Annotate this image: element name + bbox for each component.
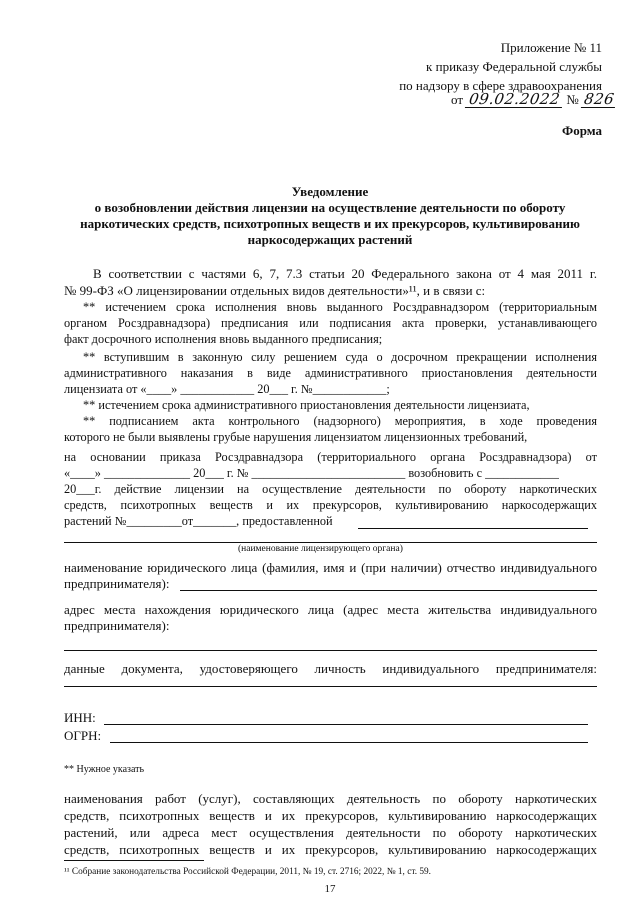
paragraph-line: ** истечением срока административного приостановления деятельности лицензиата, [83,398,530,412]
document-heading: Уведомление [291,184,369,199]
paragraph-line: средств, психотропных веществ и их прекурсоров, культивированию наркосодержащих [64,498,597,512]
paragraph-line: средств, психотропных веществ и их прекурсоров, культивированию наркосодержащих [64,842,597,857]
paragraph-line: на основании приказа Росздравнадзора (территориального органа Росздравнадзора) от [64,450,597,464]
ogrn-label: ОГРН: [64,728,102,743]
inn-input-line[interactable] [104,724,588,725]
paragraph-line: В соответствии с частями 6, 7, 7.3 статьи 20 Федерального закона от 4 мая 2011 г. [93,266,597,281]
handwritten-number: 826 [582,90,616,108]
footnote-divider [64,860,204,861]
caption-org: (наименование лицензирующего органа) [238,544,403,554]
form-label: Форма [562,123,602,138]
id-doc-fill-line[interactable] [64,686,597,687]
paragraph-line: предпринимателя): [64,576,170,591]
paragraph-line: факт досрочного исполнения вновь выданного предписания; [64,332,383,346]
date-prefix: от [451,92,464,107]
paragraph-line: органом Росздравнадзора) предписания или подписания акта проверки, устанавливающего [64,316,597,330]
inn-label: ИНН: [64,710,96,725]
note-text: ** Нужное указать [64,764,145,775]
address-fill-line[interactable] [64,650,597,651]
number-prefix: № [566,92,579,107]
title-line-4: наркосодержащих растений [247,232,413,247]
paragraph-line: «____» ______________ 20___ г. № _________________________ возобновить с ____________ [64,466,559,480]
paragraph-line: средств, психотропных веществ и их прекурсоров, культивированию наркосодержащих [64,808,597,823]
paragraph-line: растений, или адреса мест осуществления деятельности по обороту наркотических [64,825,597,840]
appendix-label: Приложение № 11 [500,40,602,55]
org-fill-line[interactable] [358,528,588,529]
paragraph-line: лицензиата от «____» ____________ 20___ г. №____________; [64,382,390,396]
paragraph-line: ** подписанием акта контрольного (надзорного) мероприятия, в ходе проведения [83,414,597,428]
paragraph-line: наименование юридического лица (фамилия, имя и (при наличии) отчество индивидуального [64,560,597,575]
org-fill-line-2[interactable] [64,542,597,543]
order-label: к приказу Федеральной службы [426,59,602,74]
service-label: по надзору в сфере здравоохранения [399,78,602,93]
paragraph-line: адрес места нахождения юридического лица (адрес места жительства индивидуального [64,602,597,617]
title-line-2: о возобновлении действия лицензии на осуществление деятельности по обороту [94,200,566,215]
paragraph-line: наименования работ (услуг), составляющих деятельность по обороту наркотических [64,791,597,806]
ogrn-input-line[interactable] [110,742,588,743]
footnote-text: ¹¹ Собрание законодательства Российской Федерации, 2011, № 19, ст. 2716; 2022, № 1, ст. 59. [64,867,431,877]
paragraph-line: данные документа, удостоверяющего личность индивидуального предпринимателя: [64,661,597,676]
paragraph-line: растений №_________от_______, предоставленной [64,514,333,528]
paragraph-line: ** вступившим в законную силу решением суда о досрочном прекращении исполнения [83,350,597,364]
paragraph-line: административного наказания в виде административного приостановления деятельности [64,366,597,380]
paragraph-line: № 99-ФЗ «О лицензировании отдельных видов деятельности»¹¹, и в связи с: [64,283,486,298]
paragraph-line: которого не были выявлены грубые нарушения лицензиатом лицензионных требований, [64,430,528,444]
paragraph-line: 20___г. действие лицензии на осуществление деятельности по обороту наркотических [64,482,597,496]
date-line [451,92,616,108]
paragraph-line: ** истечением срока исполнения вновь выданного Росздравнадзором (территориальным [83,300,597,314]
name-fill-line[interactable] [180,590,597,591]
page-number: 17 [324,883,336,895]
handwritten-date: 09.02.2022 [465,92,564,108]
paragraph-line: предпринимателя): [64,618,170,633]
title-line-3: наркотических средств, психотропных веществ и их прекурсоров, культивированию [80,216,580,231]
